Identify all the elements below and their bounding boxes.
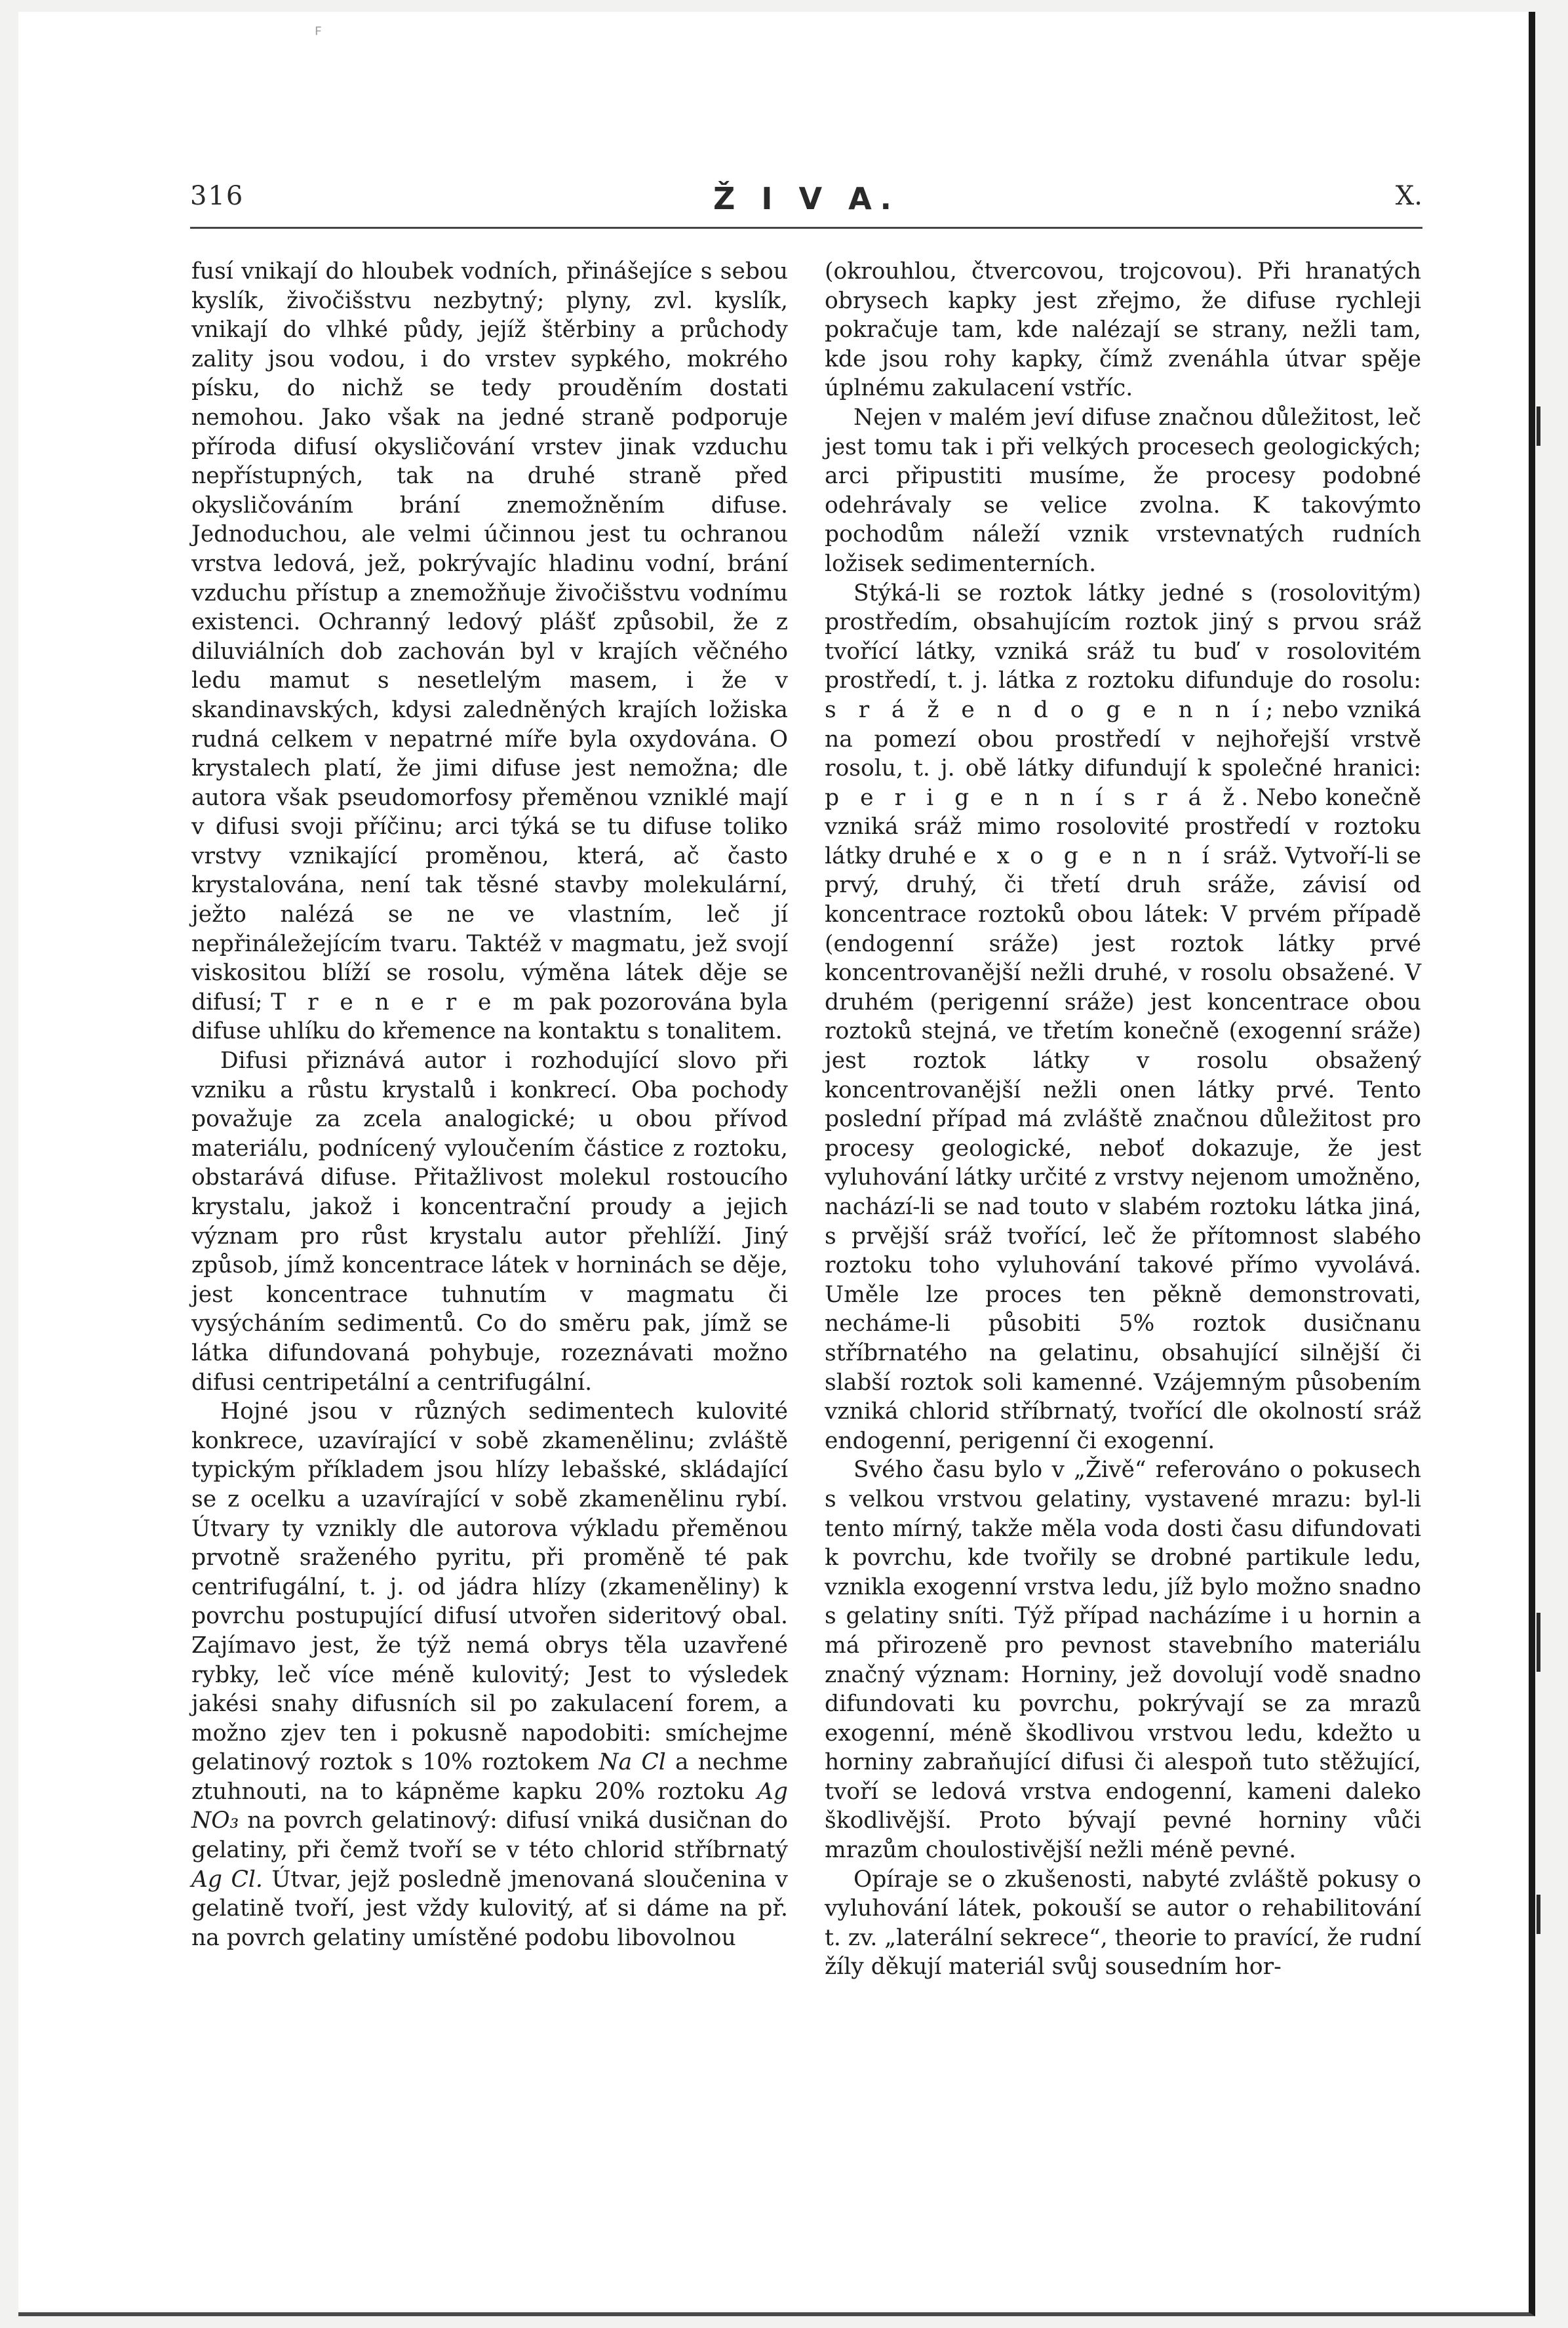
scan-artifact-icon: ꟳ [315, 23, 322, 46]
right-paragraph-2: Nejen v malém jeví difuse značnou důležitost, leč jest tomu tak i při velkých procesech geologických; arci připustiti musíme, že procesy podobné odehrávaly se velice zvolna. K takovýmto pochodům náleží vznik vrstevnatých rudních ložisek sedimenterních. [825, 404, 1421, 577]
text-vytvori-li: sráž. Vytvoří-li se prvý, druhý, či třetí druh sráže, závisí od koncentrace roztoků obou látek: V prvém případě (endogenní sráže) jest roztok látky prvé koncentrovanější nežli druhé, v rosolu obsažené. V druhém (perigenní sráže) jest koncentrace obou roztoků stejná, ve třetím konečně (exogenní sráže) jest roztok látky v rosolu obsažený koncentrovanější nežli onen látky prvé. Tento poslední případ má zvláště značnou důležitost pro procesy geologické, neboť dokazuje, že jest vyluhování látky určité z vrstvy nejenom umožněno, nachází-li se nad touto v slabém roztoku látka jiná, s prvější sráž tvořící, leč že přítomnost slabého roztoku toho vyluhování takové přímo vyvolává. Uměle lze proces ten pěkně demonstrovati, necháme-li působiti [825, 842, 1422, 1337]
right-paragraph-5: Opíraje se o zkušenosti, nabyté zvláště pokusy o vyluhování látek, pokouší se autor o rehabilitování t. zv. „laterální sekrece“, theorie to pravící, že rudní žíly děkují materiál svůj sousedním hor- [825, 1866, 1421, 1981]
margin-mark [1537, 1613, 1540, 1672]
formula-nacl: Na Cl [598, 1749, 666, 1776]
text-difusi-vnika: na povrch gelatinový: difusí vniká dusičnan do gelatiny, při čemž tvoří se v této chlorid stříbrnatý [191, 1807, 789, 1864]
margin-mark [1537, 406, 1540, 446]
left-paragraph-1-end: pak pozorována byla difuse uhlíku do křemence na kontaktu s tonalitem. [191, 989, 789, 1045]
header-rule [190, 227, 1422, 229]
right-paragraph-4: Svého času bylo v „Živě“ referováno o pokusech s velkou vrstvou gelatiny, vystavené mrazu: byl-li tento mírný, takže měla voda dosti času difundovati k povrchu, kde tvořily se drobné partikule ledu, vznikla exogenní vrstva ledu, jíž bylo možno snadno s gelatiny sníti. Týž případ nacházíme i u hornin a má přirozeně pro pevnost stavebního materiálu značný význam: Horniny, jež dovolují vodě snadno difundovati ku povrchu, pokrývají se za mrazů exogenní, méně škodlivou vrstvou ledu, kdežto u horniny zabraňující difusi či alespoň tuto stěžující, tvoří se ledová vrstva endogenní, kameni daleko škodlivější. Proto bývají pevné horniny vůči mrazům choulostivější nežli méně pevné. [825, 1457, 1421, 1864]
left-paragraph-1 [191, 257, 788, 1046]
text-kapneme: a nechme ztuhnouti, na to kápněme kapku [191, 1749, 789, 1805]
text-roztokem: roztokem [482, 1749, 590, 1776]
running-header [190, 181, 1422, 220]
text-nebo-konecne: . Nebo konečně vzniká sráž mimo rosolovité prostředí v roztoku látky druhé [825, 784, 1421, 869]
left-paragraph-3 [191, 1397, 788, 1952]
percent-5: 5% [1118, 1311, 1155, 1337]
right-paragraph-3 [825, 579, 1421, 1456]
page-number: 316 [190, 181, 245, 211]
emphasis-perigenni: p e r i g e n n í s r á ž [825, 784, 1242, 811]
left-paragraph-1-text: fusí vnikají do hloubek vodních, přinášejíce s sebou kyslík, živočišstvu nezbytný; plyny, zvl. kyslík, vnikají do vlhké půdy, jejíž štěrbiny a průchody zality jsou vodou, i do vrstev sypkého, mokrého písku, do nichž se tedy prouděním dostati nemohou. Jako však na jedné straně podporuje příroda difusí okysličování vrstev jinak vzduchu nepřístupných, tak na druhé straně před okysličováním brání znemožněním difuse. Jednoduchou, ale velmi účinnou jest tu ochranou vrstva ledová, jež, pokrývajíc hladinu vodní, brání vzduchu přístup a znemožňuje živočišstvu vodnímu existenci. Ochranný ledový plášť způsobil, že z diluviálních dob zachován byl v krajích věčného ledu mamut s nesetlelým masem, i že v skandinavských, kdysi zaledněných krajích ložiska rudná celkem v nepatrné míře byla oxydována. O krystalech platí, že jimi difuse jest nemožna; dle autora však pseudomorfosy přeměnou vzniklé mají v difusi svoji příčinu; arci týká se tu difuse toliko vrstvy vznikající proměnou, která, ač často krystalována, není tak těsné stavby molekulární, ježto nalézá se ne ve vlastním, leč jí nepřináležejícím tvaru. Taktéž v magmatu, jež svojí viskositou blíží se rosolu, výměna látek děje se difusí; [191, 258, 788, 1016]
percent-10: 10% [422, 1749, 473, 1776]
formula-agcl: Ag Cl. [191, 1866, 263, 1893]
text-roztoku: roztoku [657, 1778, 745, 1805]
text-roztok-dusicnanu: roztok dusičnanu stříbrnatého na gelatinu, obsahující silnější či slabší roztok soli kamenné. Vzájemným působením vzniká chlorid stříbrnatý, tvořící dle okolností sráž endogenní, perigenní či exogenní. [825, 1311, 1421, 1454]
text-nebo-vznika: ; nebo vzniká na pomezí obou prostředí v nejhořejší vrstvě rosolu, t. j. obě látky difundují k společné hranici: [825, 696, 1421, 782]
margin-mark [1537, 1895, 1540, 1934]
emphasis-endogenni: s r á ž e n d o g e n n í [825, 696, 1266, 723]
emphasis-exogenni: e x o g e n n í [963, 842, 1216, 869]
left-paragraph-2: Difusi přiznává autor i rozhodující slovo při vzniku a růstu krystalů i konkrecí. Oba pochody považuje za zcela analogické; u obou přívod materiálu, podnícený vyloučením částice z roztoku, obstarává difuse. Přitažlivost molekul rostoucího krystalu, jakož i koncentrační proudy a jejich význam pro růst krystalu autor přehlíží. Jiný způsob, jímž koncentrace látek v horninách se děje, jest koncentrace tuhnutím v magmatu či vysýcháním sedimentů. Co do směru pak, jímž se látka difundovaná pohybuje, rozeznávati možno difusi centripetální a centrifugální. [191, 1048, 788, 1396]
right-column [825, 257, 1421, 1982]
formula-agno3: Ag NO₃ [191, 1778, 788, 1834]
volume-number: X. [1395, 181, 1422, 211]
left-column [191, 257, 788, 1952]
right-paragraph-3-text: Stýká-li se roztok látky jedné s (rosolovitým) prostředím, obsahujícím roztok jiný s prvou sráž tvořící látky, vzniká sráž tu buď v rosolovitém prostředí, t. j. látka z roztoku difunduje do rosolu: [825, 580, 1421, 694]
percent-20: 20% [595, 1778, 646, 1805]
right-paragraph-1: (okrouhlou, čtvercovou, trojcovou). Při hranatých obrysech kapky jest zřejmo, že difuse rychleji pokračuje tam, kde nalézají se strany, nežli tam, kde jsou rohy kapky, čímž zvenáhla útvar spěje úplnému zakulacení vstříc. [825, 258, 1421, 402]
text-utvar: Útvar, jejž posledně jmenovaná sloučenina v gelatině tvoří, jest vždy kulovitý, ať si dáme na př. na povrch gelatiny umístěné podobu libovolnou [191, 1866, 788, 1951]
journal-title: Ž I V A. [713, 181, 900, 216]
emphasis-trenerem: T r e n e r e m [271, 989, 541, 1016]
left-paragraph-3-text: Hojné jsou v různých sedimentech kulovité konkrece, uzavírající v sobě zkamenělinu; zvláště typickým příkladem jsou hlízy lebašské, skládající se z ocelku a uzavírající v sobě zkamenělinu rybí. Útvary ty vznikly dle autorova výkladu přeměnou prvotně sraženého pyritu, při proměně té pak centrifugální, t. j. od jádra hlízy (zkameněliny) k povrchu postupující difusí utvořen sideritový obal. Zajímavo jest, že týž nemá obrys těla uzavřené rybky, leč více méně kulovitý; Jest to výsledek jakési snahy difusních sil po zakulacení forem, a možno zjev ten i pokusně napodobiti: smíchejme gelatinový roztok s [191, 1398, 788, 1776]
